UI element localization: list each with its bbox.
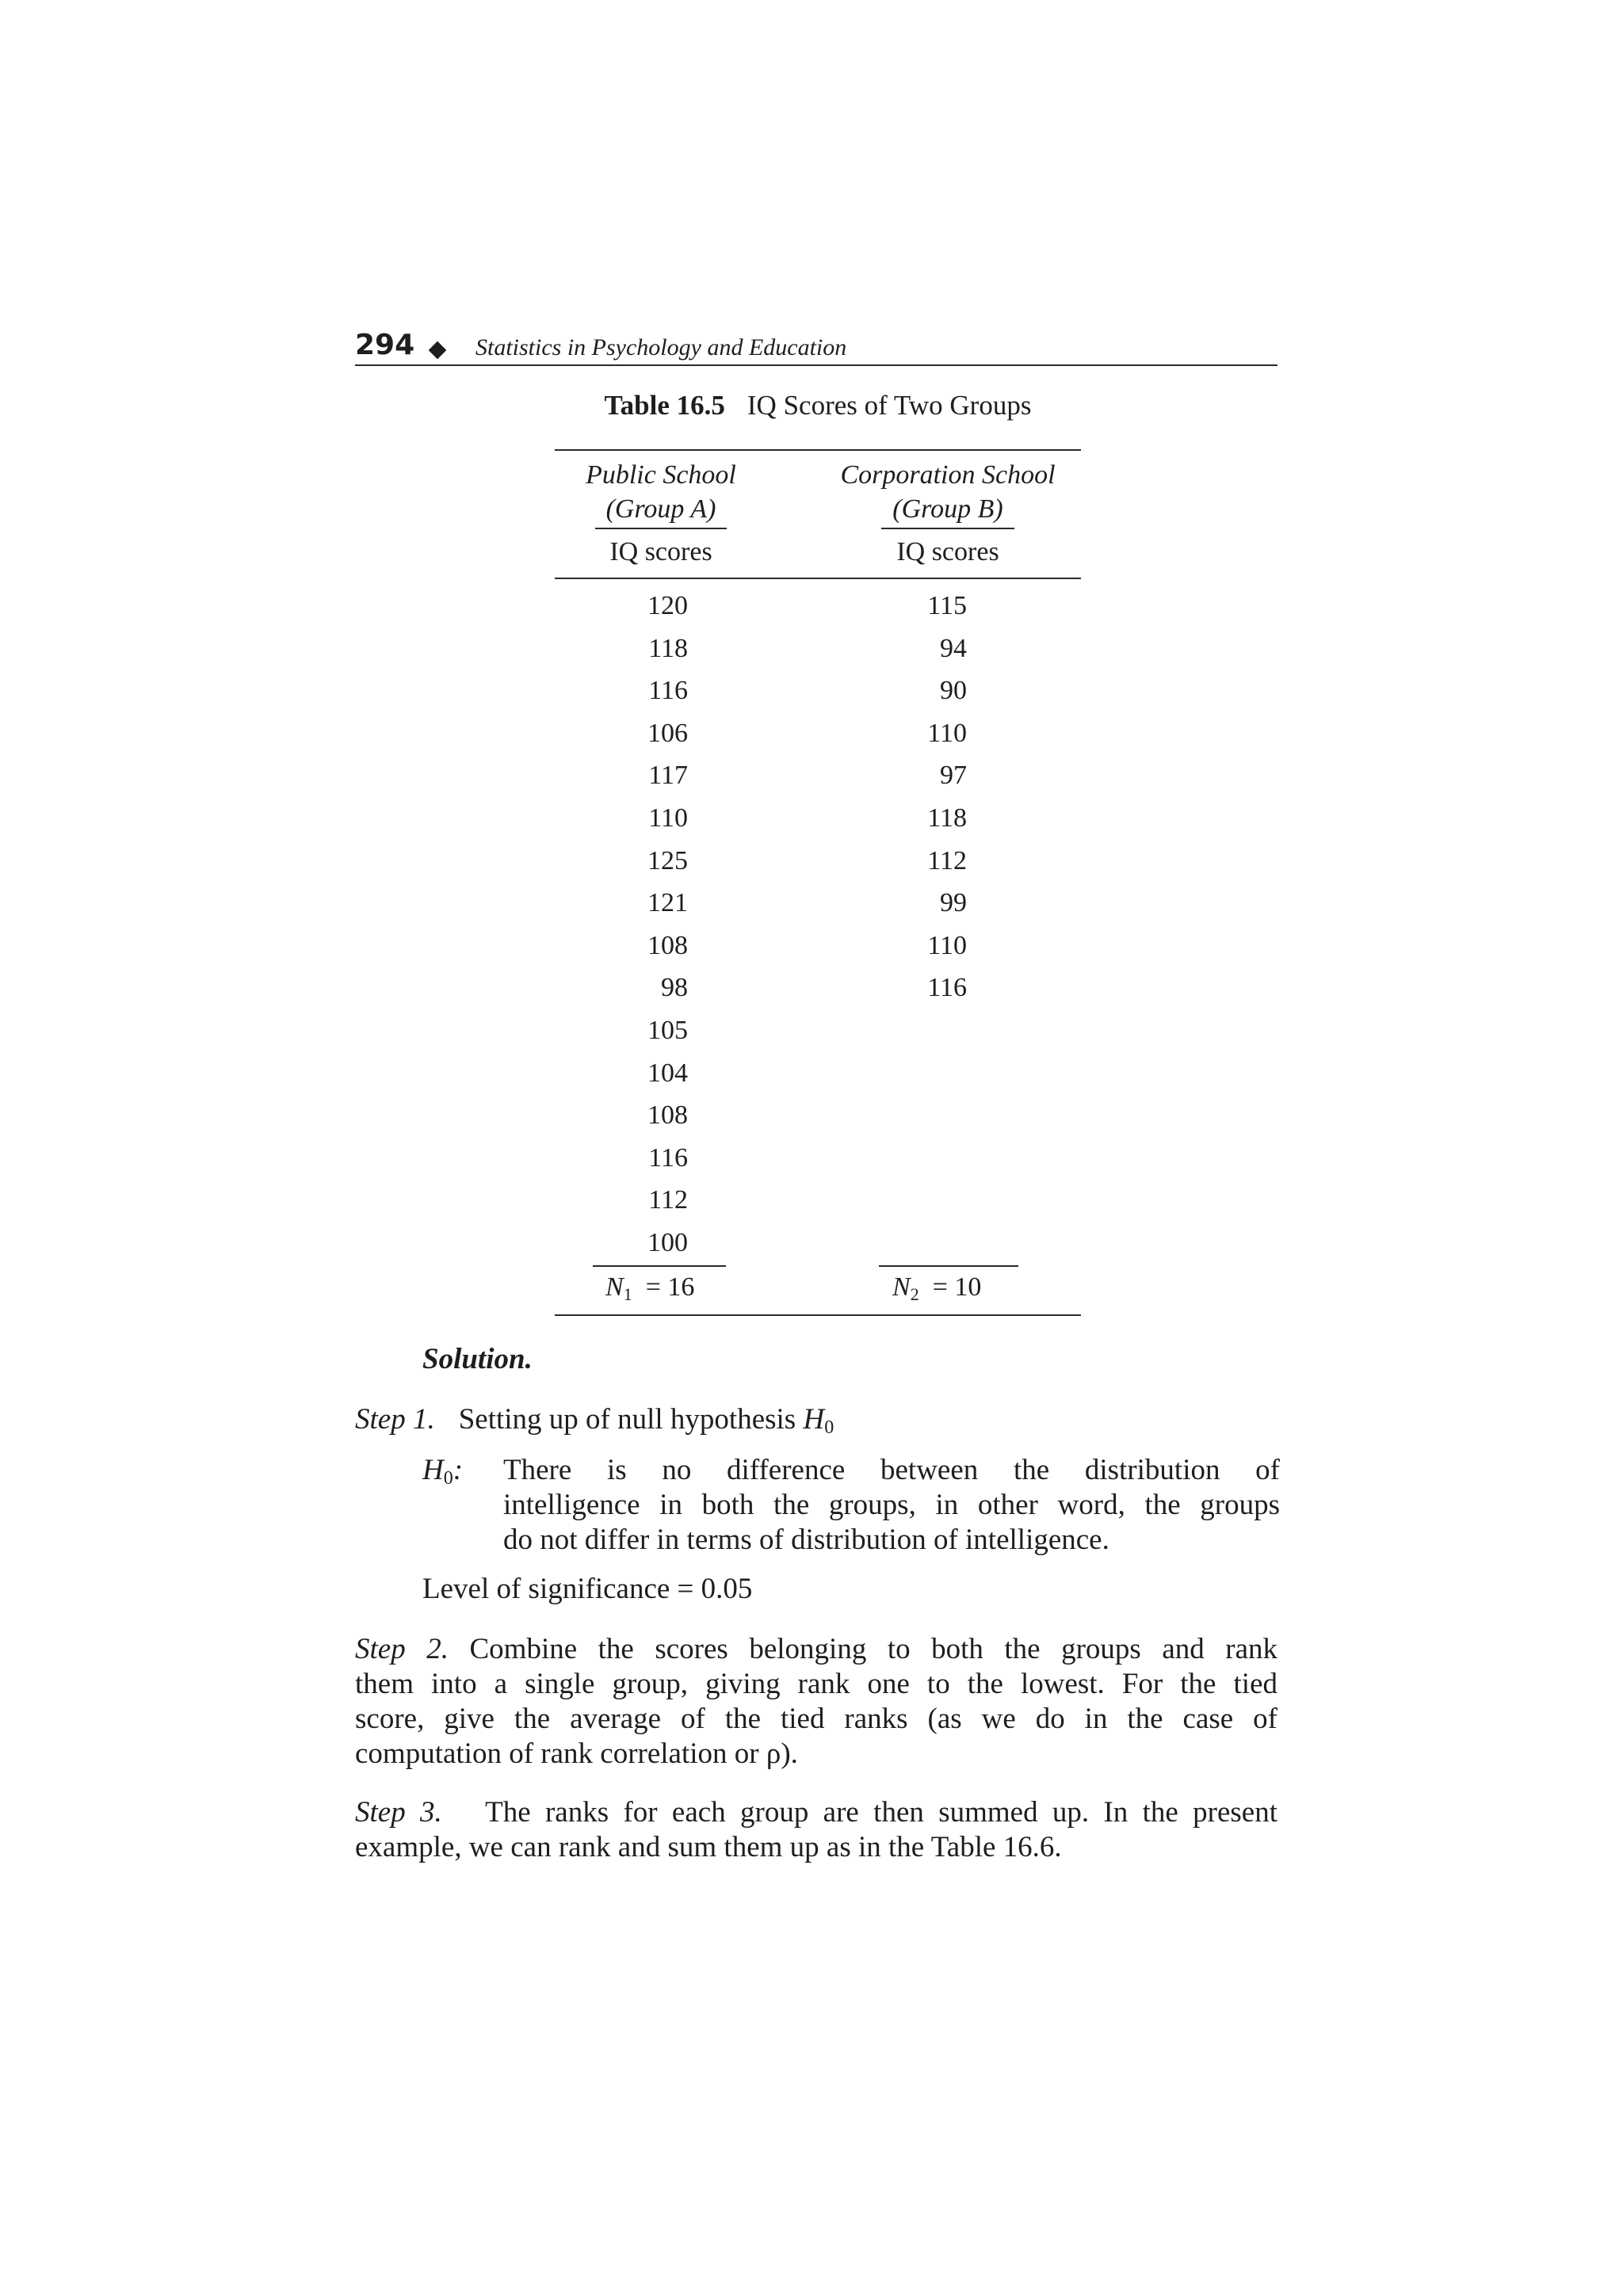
score-cell: 116 [648, 676, 688, 706]
table-caption-text: IQ Scores of Two Groups [747, 390, 1032, 421]
score-cell: 121 [647, 888, 688, 918]
score-cell: 100 [647, 1227, 688, 1257]
h0-label: $H_0$: [422, 1454, 464, 1489]
table-caption-label: Table 16.5 [604, 390, 725, 421]
score-cell: 108 [647, 930, 688, 960]
score-cell: 112 [648, 1185, 688, 1215]
score-cell: 116 [648, 1142, 688, 1173]
group-b-scores [881, 585, 967, 1009]
n2-symbol: $N_2$ [892, 1272, 919, 1304]
score-cell: 112 [927, 845, 967, 875]
score-cell: 94 [940, 633, 967, 663]
significance-level: Level of significance = 0.05 [422, 1573, 753, 1605]
n2-total [892, 1272, 981, 1305]
running-title: Statistics in Psychology and Education [475, 334, 847, 360]
step-1-label: Step 1. [355, 1403, 435, 1436]
group-a-sub: (Group A) [595, 492, 727, 529]
col-a-header: IQ scores [609, 537, 712, 566]
step-3-line: The ranks for each group are then summed up. In the present [485, 1796, 1278, 1829]
n1-value: = 16 [645, 1272, 695, 1302]
score-cell: 90 [940, 676, 967, 706]
n1-symbol: $N_1$ [605, 1272, 632, 1304]
page-header [355, 325, 1277, 366]
score-cell: 98 [661, 973, 688, 1003]
score-cell: 99 [940, 888, 967, 918]
step-3 [355, 1795, 1277, 1865]
h0-symbol: $H_0$ [803, 1403, 834, 1438]
score-cell: 97 [940, 761, 967, 791]
step-2-label: Step 2. [355, 1633, 449, 1665]
score-cell: 105 [647, 1015, 688, 1045]
solution-heading: Solution. [422, 1343, 533, 1375]
group-b-heading [815, 458, 1081, 529]
h0-line: intelligence in both the groups, in other word, the groups [503, 1489, 1280, 1521]
score-cell: 104 [647, 1058, 688, 1088]
score-cell: 115 [927, 591, 967, 620]
table-bottom-rule [555, 1314, 1081, 1316]
score-cell: 116 [927, 973, 967, 1003]
step-3-label: Step 3. [355, 1796, 442, 1829]
n2-value: = 10 [932, 1272, 982, 1302]
table-header-rule [555, 578, 1081, 579]
group-a-name: Public School [586, 460, 736, 490]
score-cell: 117 [648, 761, 688, 791]
group-a-heading [555, 458, 767, 529]
h0-line: do not differ in terms of distribution of intelligence. [503, 1524, 1109, 1556]
step-1 [355, 1402, 834, 1445]
h0-statement [503, 1453, 1280, 1558]
step-2-line: Combine the scores belonging to both the groups and rank [469, 1633, 1278, 1665]
step-2-line: score, give the average of the tied ranks (as we do in the case of [355, 1703, 1277, 1735]
step-2-line: them into a single group, giving rank one to the lowest. For the tied [355, 1668, 1277, 1700]
col-b-header: IQ scores [896, 537, 999, 566]
score-cell: 106 [647, 718, 688, 748]
step-1-text: Setting up of null hypothesis [458, 1403, 796, 1436]
score-cell: 118 [648, 633, 688, 663]
diamond-icon [429, 341, 447, 360]
step-2-line: computation of rank correlation or ρ). [355, 1737, 798, 1770]
group-b-name: Corporation School [840, 460, 1056, 490]
score-cell: 108 [647, 1100, 688, 1131]
step-3-line: example, we can rank and sum them up as in the Table 16.6. [355, 1831, 1062, 1863]
score-cell: 118 [927, 803, 967, 833]
group-a-scores [602, 585, 688, 1264]
n1-total [605, 1272, 694, 1305]
group-b-sub: (Group B) [881, 492, 1014, 529]
score-cell: 110 [927, 718, 967, 748]
table-top-rule [555, 449, 1081, 451]
table-caption [555, 390, 1081, 421]
step-2 [355, 1632, 1277, 1772]
h0-line: There is no difference between the distribution of [503, 1454, 1280, 1486]
group-a-total-rule [593, 1265, 726, 1267]
score-cell: 120 [647, 591, 688, 620]
score-cell: 110 [927, 930, 967, 960]
score-cell: 110 [648, 803, 688, 833]
page-number: 294 [355, 329, 415, 361]
score-cell: 125 [647, 845, 688, 875]
group-b-total-rule [879, 1265, 1018, 1267]
